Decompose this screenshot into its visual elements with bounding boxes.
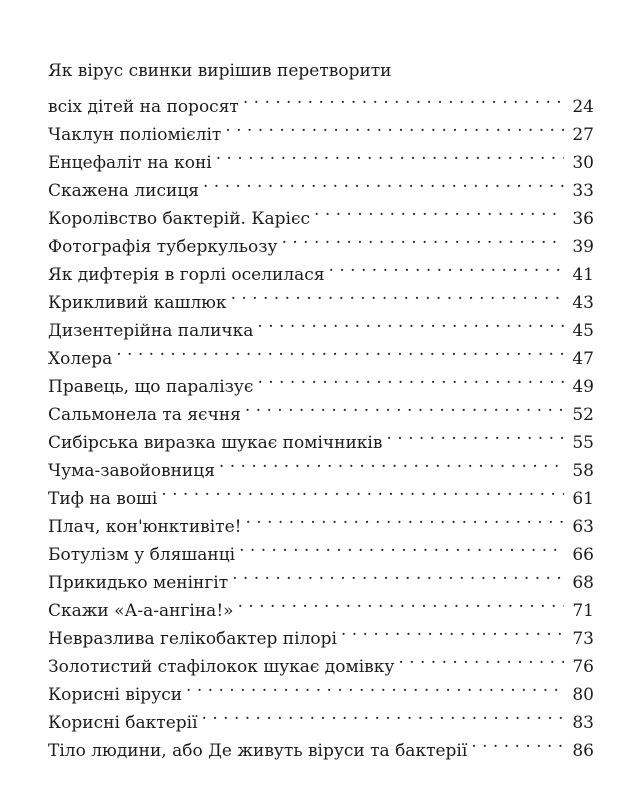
toc-entry — [48, 336, 594, 369]
toc-entry-title: Скажена лисиця — [48, 181, 199, 201]
toc-page-number: 33 — [572, 181, 594, 201]
toc-page-number: 24 — [572, 97, 594, 117]
toc-entry-title: Сибірська виразка шукає помічників — [48, 433, 383, 453]
dot-leader — [243, 84, 564, 112]
toc-page-number: 49 — [572, 377, 594, 397]
toc-entry — [48, 84, 594, 117]
toc-page-number: 45 — [572, 321, 594, 341]
dot-leader — [239, 532, 564, 560]
toc-entry-title: Дизентерійна паличка — [48, 321, 254, 341]
toc-entry-title: Прикидько менінгіт — [48, 573, 229, 593]
toc-page-number: 86 — [572, 741, 594, 761]
toc-page-number: 68 — [572, 573, 594, 593]
dot-leader — [245, 392, 564, 420]
toc-entry-title: Правець, що паралізує — [48, 377, 254, 397]
toc-entry-title: Як дифтерія в горлі оселилася — [48, 265, 325, 285]
toc-page-number: 66 — [572, 545, 594, 565]
dot-leader — [282, 224, 564, 252]
dot-leader — [216, 140, 564, 168]
toc-page-number: 63 — [572, 517, 594, 537]
toc-entry-title: Енцефаліт на коні — [48, 153, 212, 173]
toc-page-number: 27 — [572, 125, 594, 145]
dot-leader — [232, 560, 564, 588]
toc-entry-title: Золотистий стафілокок шукає домівку — [48, 657, 395, 677]
toc-list — [48, 112, 594, 761]
toc-page-number: 52 — [572, 405, 594, 425]
toc-entry-title: Фотографія туберкульозу — [48, 237, 278, 257]
table-of-contents — [48, 58, 594, 761]
dot-leader — [398, 644, 564, 672]
toc-page-number: 76 — [572, 657, 594, 677]
toc-entry-title: Холера — [48, 349, 113, 369]
toc-entry-title: всіх дітей на поросят — [48, 97, 239, 117]
dot-leader — [341, 616, 564, 644]
dot-leader — [116, 336, 564, 364]
toc-entry-title: Тиф на воші — [48, 489, 158, 509]
toc-page-number: 30 — [572, 153, 594, 173]
toc-page-number: 80 — [572, 685, 594, 705]
toc-entry-title: Скажи «А-а-ангіна!» — [48, 601, 234, 621]
toc-entry-title: Ботулізм у бляшанці — [48, 545, 236, 565]
dot-leader — [186, 672, 564, 700]
toc-entry-title: Чаклун поліомієліт — [48, 125, 222, 145]
dot-leader — [471, 728, 564, 756]
toc-entry-title: Королівство бактерій. Карієс — [48, 209, 311, 229]
toc-entry-title: Плач, кон'юнктивіте! — [48, 517, 242, 537]
toc-entry-title-line: Як вірус свинки вирішив перетворити — [48, 61, 392, 81]
dot-leader — [314, 196, 564, 224]
toc-entry-title: Сальмонела та яєчня — [48, 405, 241, 425]
toc-page-number: 71 — [572, 601, 594, 621]
toc-page-number: 83 — [572, 713, 594, 733]
toc-page-number: 43 — [572, 293, 594, 313]
toc-entry-title: Невразлива гелікобактер пілорі — [48, 629, 337, 649]
toc-page-number: 39 — [572, 237, 594, 257]
dot-leader — [225, 112, 564, 140]
dot-leader — [238, 588, 564, 616]
toc-entry-title: Корисні бактерії — [48, 713, 198, 733]
dot-leader — [257, 308, 564, 336]
dot-leader — [161, 476, 564, 504]
dot-leader — [386, 420, 564, 448]
dot-leader — [245, 504, 564, 532]
dot-leader — [219, 448, 564, 476]
toc-page-number: 58 — [572, 461, 594, 481]
toc-page-number: 47 — [572, 349, 594, 369]
toc-entry — [48, 364, 594, 397]
dot-leader — [203, 168, 564, 196]
toc-page-number: 73 — [572, 629, 594, 649]
toc-entry-title: Крикливий кашлюк — [48, 293, 227, 313]
dot-leader — [202, 700, 564, 728]
dot-leader — [329, 252, 564, 280]
dot-leader — [231, 280, 564, 308]
toc-entry-title: Чума-завойовниця — [48, 461, 215, 481]
toc-page-number: 55 — [572, 433, 594, 453]
toc-page-number: 36 — [572, 209, 594, 229]
dot-leader — [257, 364, 564, 392]
toc-entry-title: Тіло людини, або Де живуть віруси та бактерії — [48, 741, 468, 761]
toc-page-number: 61 — [572, 489, 594, 509]
toc-page-number: 41 — [572, 265, 594, 285]
toc-entry-title: Корисні віруси — [48, 685, 183, 705]
